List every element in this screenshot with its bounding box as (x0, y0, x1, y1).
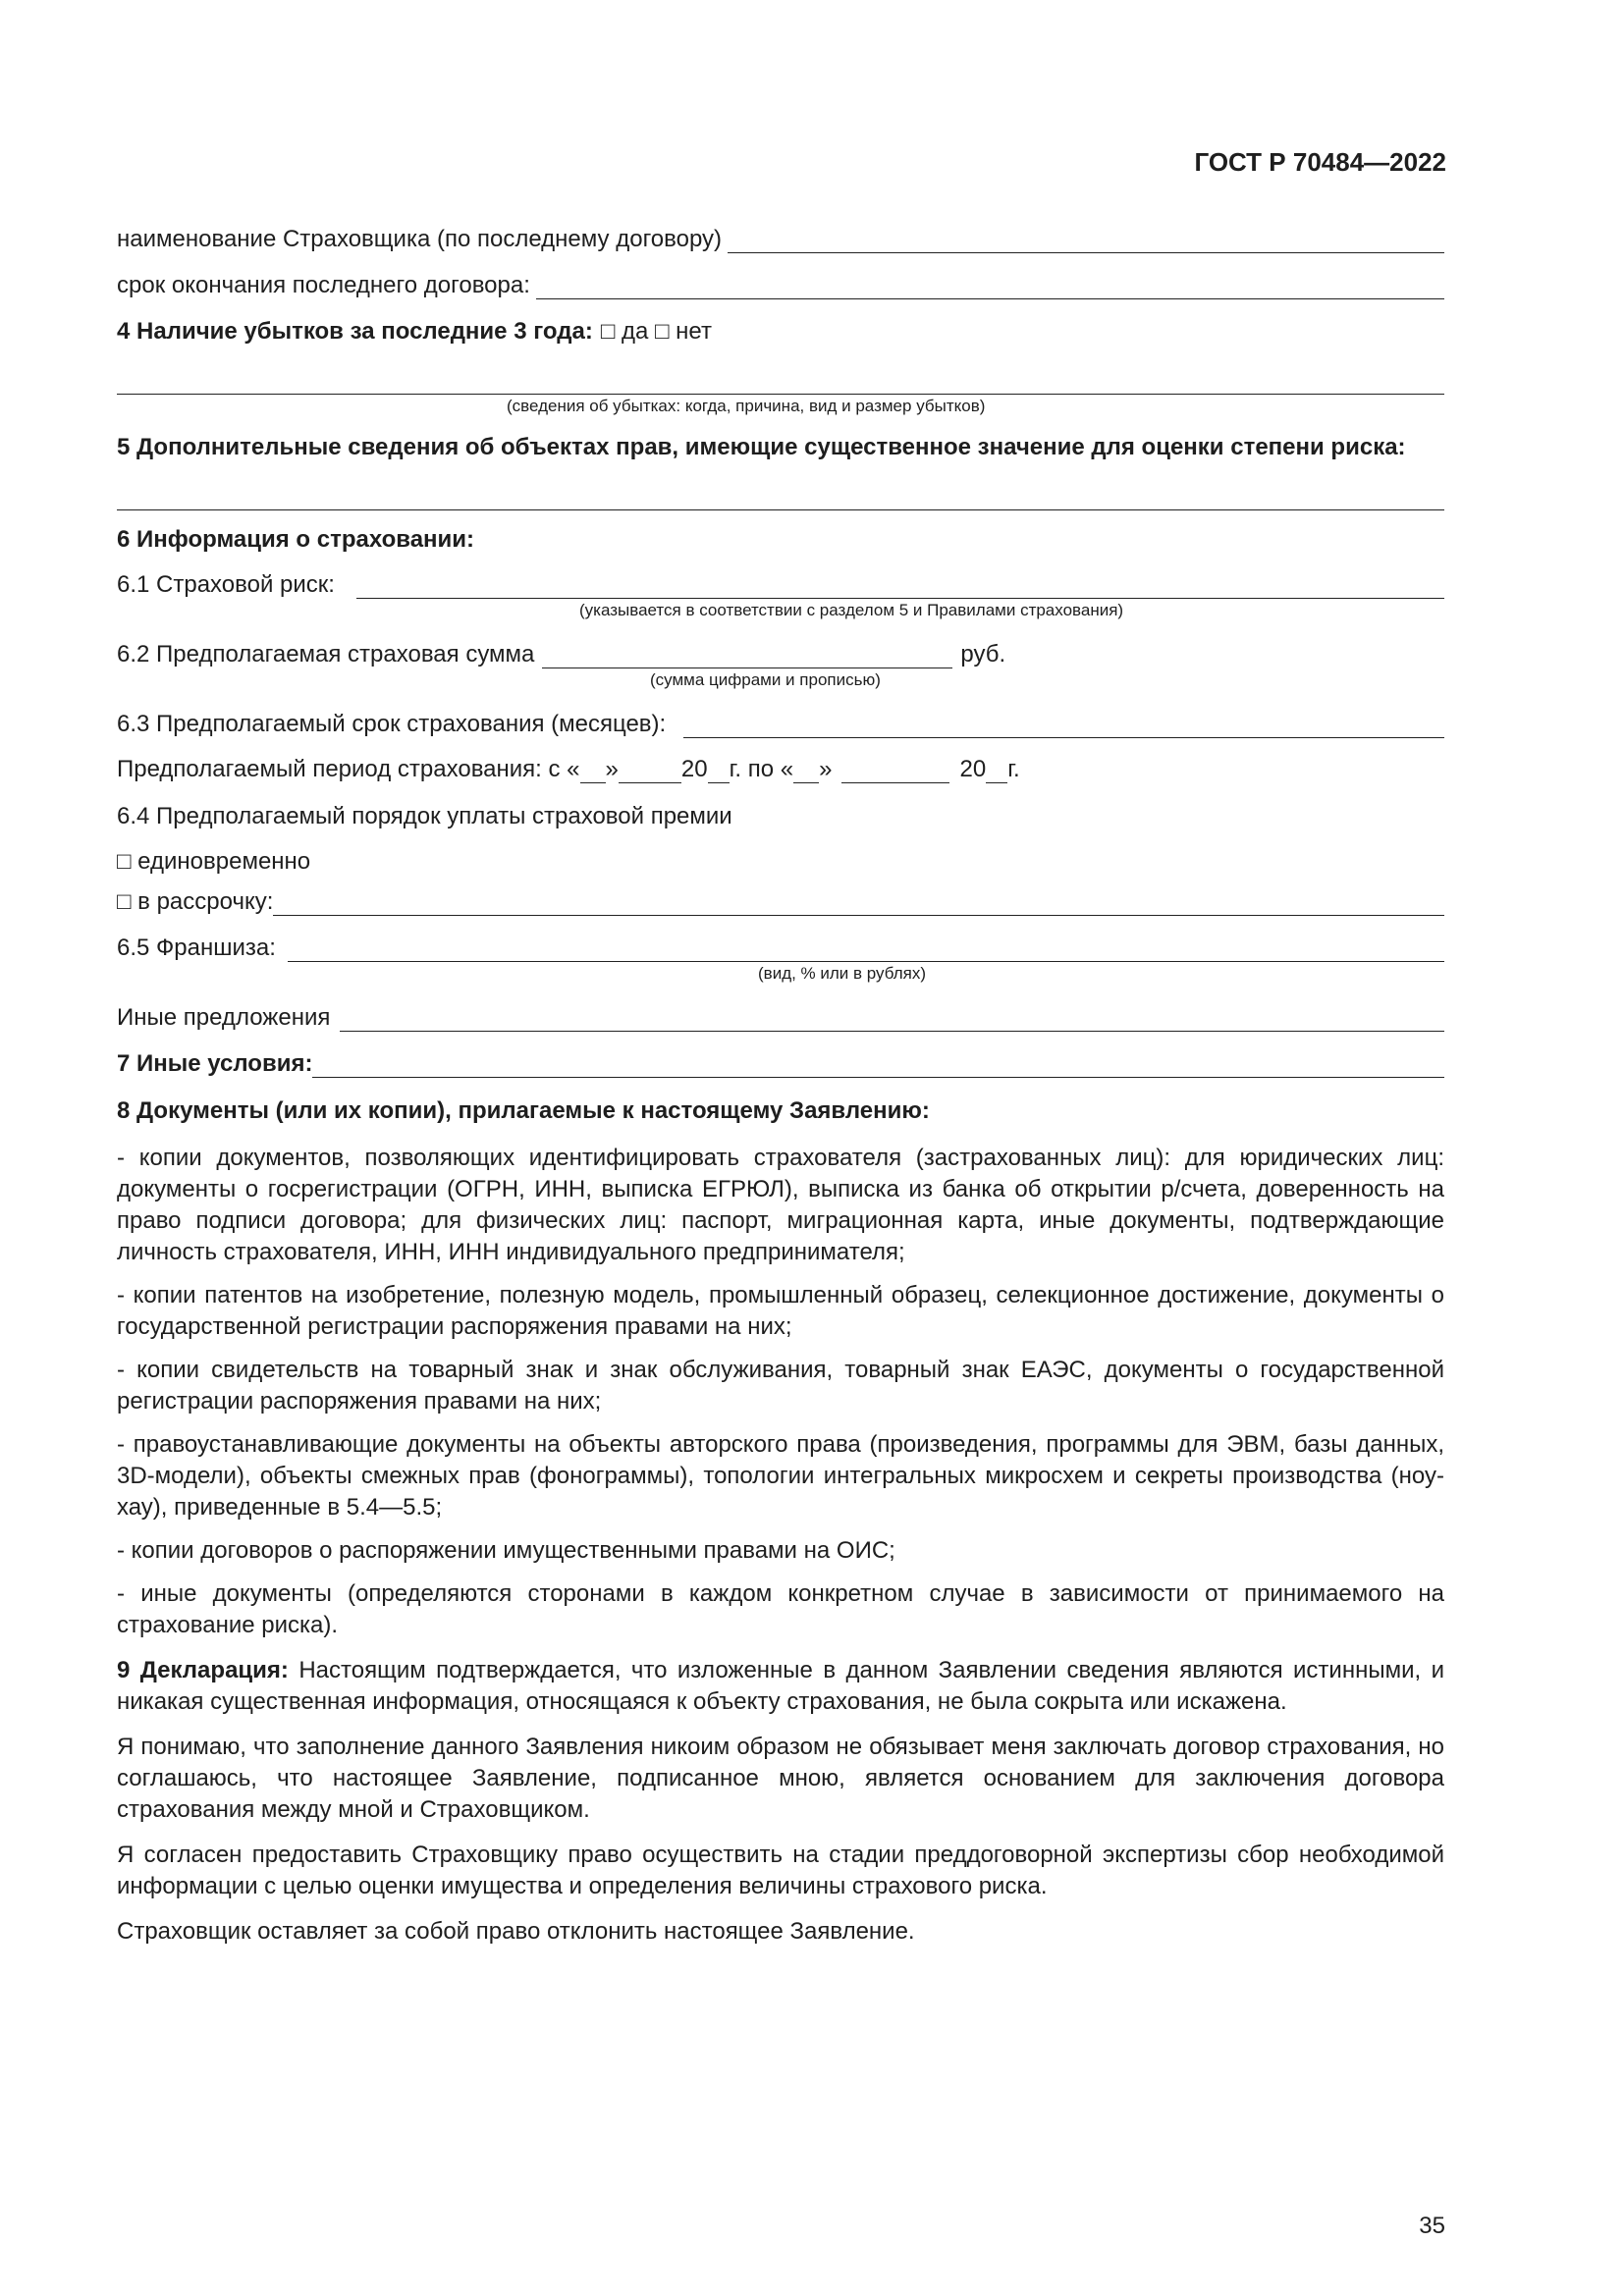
document-item: - копии документов, позволяющих идентифицировать страхователя (застрахованных лиц): для юридических лиц: документы о госрегистрации (ОГРН, ИНН, выписка ЕГРЮЛ), выписка из банка об открытии р/счета, доверенность на право подписи договора; для физических лиц: паспорт, миграционная карта, иные документы, подтверждающие личность страхователя, ИНН, ИНН индивидуального предпринимателя; (117, 1145, 1444, 1265)
document-item: - иные документы (определяются сторонами в каждом конкретном случае в зависимости от принимаемого на страхование риска). (117, 1580, 1444, 1638)
consent-paragraph: Я согласен предоставить Страховщику право осуществить на стадии преддоговорной экспертизы сбор необходимой информации с целью оценки имущества и определения величины страхового риска. (117, 1842, 1444, 1899)
last-contract-end-row (117, 270, 1444, 299)
period-start-year-field[interactable] (708, 761, 730, 783)
deductible-caption: (вид, % или в рублях) (758, 964, 926, 983)
additional-info-field[interactable] (117, 509, 1444, 510)
page-number: 35 (1419, 2213, 1445, 2239)
section-7-title: 7 Иные условия: (117, 1050, 313, 1077)
payment-installments-option[interactable]: □ в рассрочку: (117, 888, 274, 915)
other-proposals-row (117, 1002, 1444, 1032)
insurance-term-row (117, 709, 1444, 738)
document-item: - копии свидетельств на товарный знак и знак обслуживания, товарный знак ЕАЭС, документы о государственной регистрации распоряжения правами на них; (117, 1357, 1444, 1415)
document-item: - правоустанавливающие документы на объекты авторского права (произведения, программы для ЭВМ, базы данных, 3D-модели), объекты смежных прав (фонограммы), топологии интегральных микросхем и секреты производства (ноу-хау), приведенные в 5.4—5.5; (117, 1431, 1444, 1521)
declaration-text: Настоящим подтверждается, что изложенные в данном Заявлении сведения являются истинными, и никакая существенная информация, относящаяся к объекту страхования, не была сокрыта или искажена. (117, 1657, 1444, 1715)
insured-sum-label: 6.2 Предполагаемая страховая сумма (117, 641, 535, 667)
losses-info-field[interactable] (117, 394, 1444, 395)
documents-list (117, 1143, 1444, 1641)
document-item: - копии патентов на изобретение, полезную модель, промышленный образец, селекционное достижение, документы о государственной регистрации распоряжения правами на них; (117, 1282, 1444, 1340)
period-start-quote: » (605, 756, 619, 782)
insurance-risk-row (117, 569, 1444, 599)
section-6-title: 6 Информация о страховании: (117, 526, 475, 553)
document-item: - копии договоров о распоряжении имущественными правами на ОИС; (117, 1537, 895, 1564)
period-end-quote: » (819, 756, 833, 782)
period-start-day-field[interactable] (580, 761, 606, 783)
insurance-risk-caption: (указывается в соответствии с разделом 5 и Правилами страхования) (579, 601, 1124, 619)
last-contract-end-field[interactable] (536, 277, 1444, 299)
section-9-title: 9 Декларация: (117, 1657, 289, 1683)
section-5-title: 5 Дополнительные сведения об объектах прав, имеющие существенное значение для оценки степени риска: (117, 434, 1406, 460)
period-end-year-prefix: 20 (959, 756, 987, 782)
insurance-term-field[interactable] (683, 716, 1444, 738)
last-contract-end-label: срок окончания последнего договора: (117, 272, 530, 298)
deductible-label: 6.5 Франшиза: (117, 934, 276, 961)
insurance-period-label: Предполагаемый период страхования: с « (117, 756, 580, 782)
period-end-year-suffix: г. (1007, 756, 1020, 782)
payment-installments-row (117, 886, 1444, 916)
section-4-title: 4 Наличие убытков за последние 3 года: (117, 318, 593, 345)
rejection-paragraph: Страховщик оставляет за собой право отклонить настоящее Заявление. (117, 1918, 915, 1945)
other-proposals-field[interactable] (340, 1009, 1444, 1032)
period-start-month-field[interactable] (619, 761, 681, 783)
period-end-month-field[interactable] (841, 761, 949, 783)
insured-sum-field[interactable] (542, 646, 952, 668)
deductible-row (117, 933, 1444, 962)
section-7-row (117, 1048, 1444, 1078)
insured-sum-unit: руб. (960, 641, 1006, 667)
premium-payment-label: 6.4 Предполагаемый порядок уплаты страховой премии (117, 803, 732, 829)
insurance-term-label: 6.3 Предполагаемый срок страхования (месяцев): (117, 711, 667, 737)
declaration-block (117, 1655, 1444, 1948)
period-end-year-field[interactable] (986, 761, 1007, 783)
insurance-period-row (117, 754, 1020, 783)
section-8-title: 8 Документы (или их копии), прилагаемые к настоящему Заявлению: (117, 1097, 930, 1124)
period-end-day-field[interactable] (793, 761, 819, 783)
section-4-row (117, 316, 1444, 346)
period-start-year-prefix: 20 (680, 756, 708, 782)
period-start-year-suffix: г. по « (729, 756, 794, 782)
insured-sum-row (117, 639, 1005, 668)
section-4-options[interactable]: □ да □ нет (600, 318, 712, 345)
insurer-name-row (117, 224, 1444, 253)
insured-sum-caption: (сумма цифрами и прописью) (650, 670, 881, 689)
standard-header: ГОСТ Р 70484—2022 (1194, 147, 1446, 177)
understanding-paragraph: Я понимаю, что заполнение данного Заявления никоим образом не обязывает меня заключать договор страхования, но соглашаюсь, что настоящее Заявление, подписанное мною, является основанием для заключения договора страхования между мной и Страховщиком. (117, 1734, 1444, 1823)
insurer-name-field[interactable] (728, 231, 1444, 253)
payment-lump-sum-option[interactable]: □ единовременно (117, 848, 311, 875)
deductible-field[interactable] (288, 939, 1444, 962)
insurer-name-label: наименование Страховщика (по последнему договору) (117, 226, 723, 252)
losses-info-caption: (сведения об убытках: когда, причина, вид и размер убытков) (507, 397, 986, 415)
declaration-paragraph (117, 1655, 1444, 1718)
payment-installments-field[interactable] (273, 893, 1444, 916)
other-proposals-label: Иные предложения (117, 1004, 331, 1031)
insurance-risk-field[interactable] (356, 576, 1444, 599)
other-conditions-field[interactable] (312, 1055, 1444, 1078)
insurance-risk-label: 6.1 Страховой риск: (117, 571, 335, 598)
